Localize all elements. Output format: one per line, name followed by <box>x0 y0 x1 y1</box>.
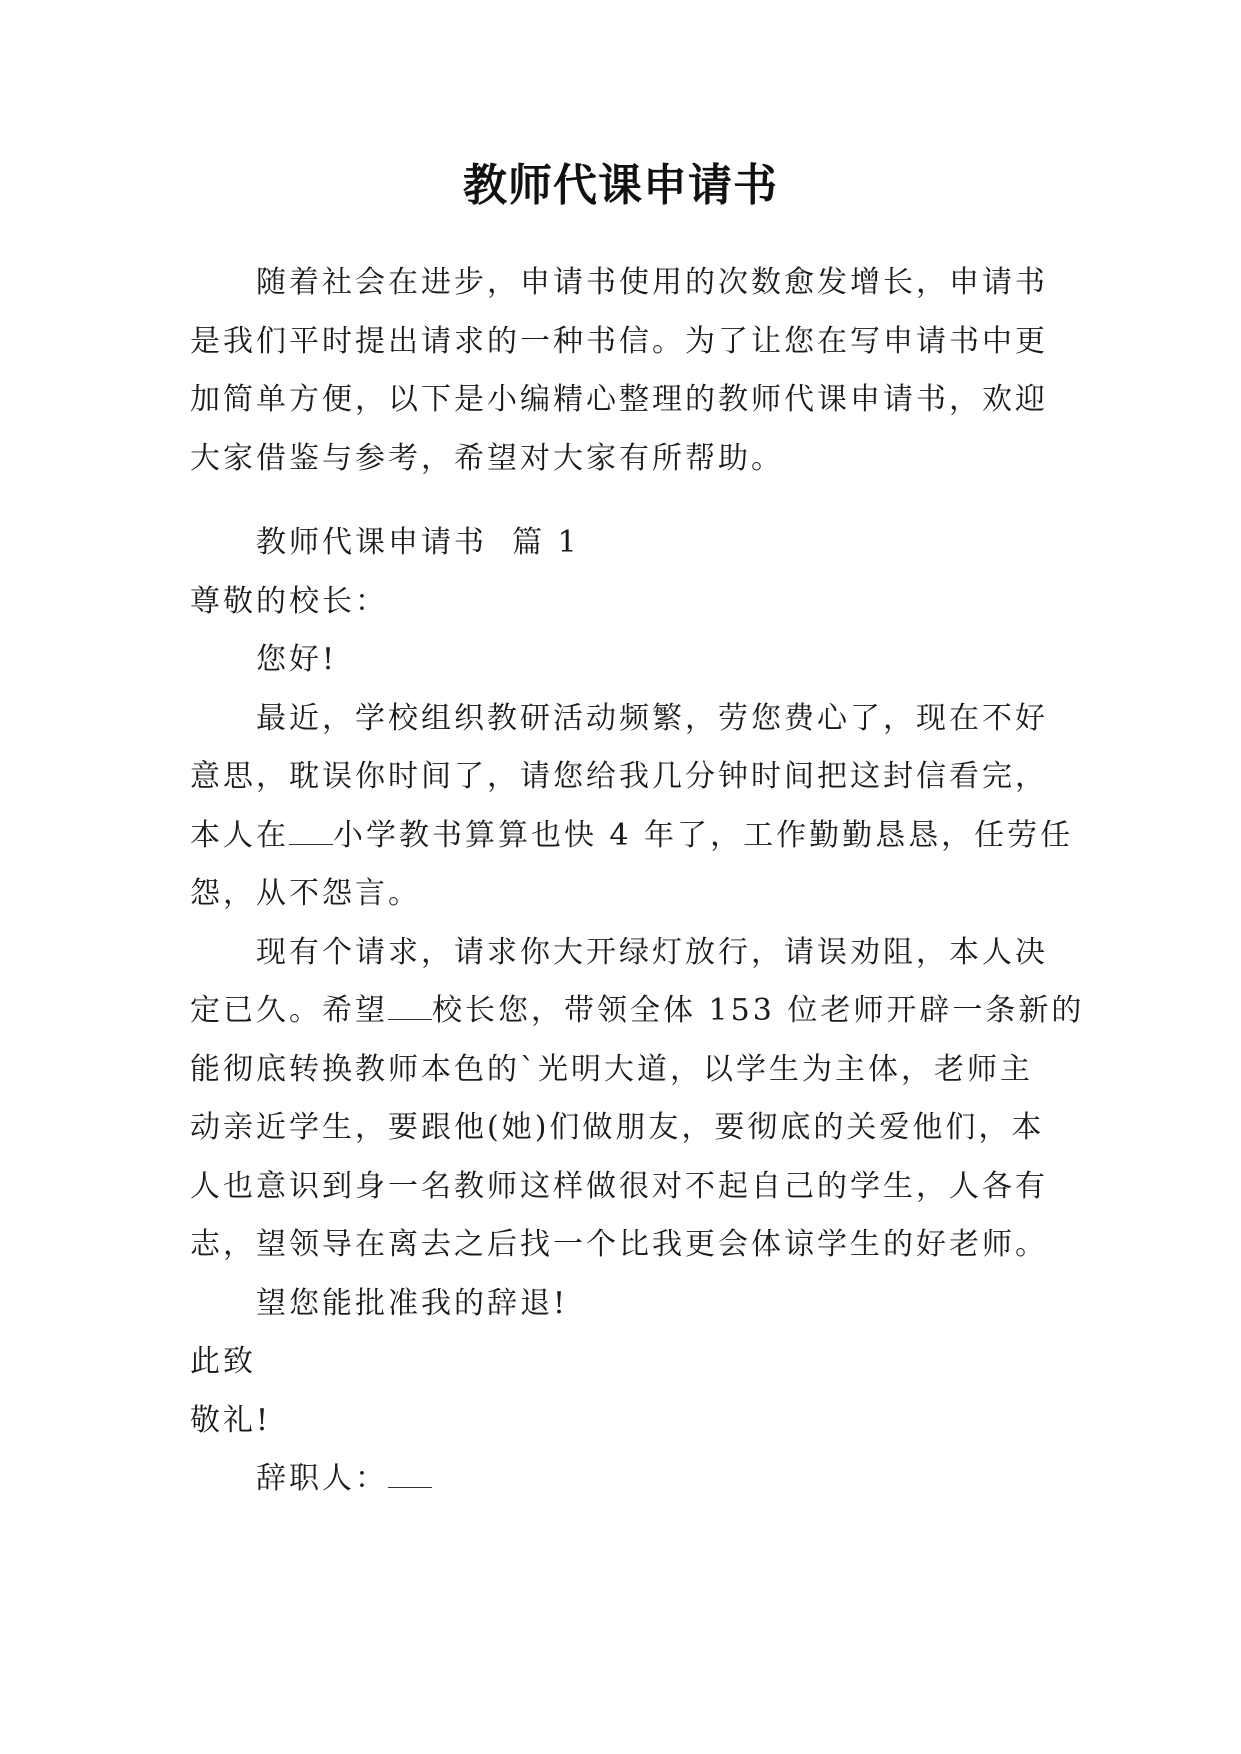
closing-line: 敬礼! <box>190 1402 272 1438</box>
document-title: 教师代课申请书 <box>463 160 778 211</box>
intro-line: 随着社会在进步，申请书使用的次数愈发增长，申请书 <box>256 265 1048 300</box>
paragraph-line <box>190 807 1074 866</box>
paragraph-line: 现有个请求，请求你大开绿灯放行，请误劝阻，本人决 <box>256 934 1048 970</box>
fill-in-blank <box>388 993 432 1020</box>
intro-paragraph <box>190 254 1052 488</box>
signature-blank <box>388 1461 432 1488</box>
signature-label: 辞职人： <box>256 1461 388 1496</box>
paragraph-text: 小学教书算算也快 4 年了，工作勤勤恳恳，任劳任 <box>333 817 1074 853</box>
paragraph-line: 怨，从不怨言。 <box>190 876 421 911</box>
intro-line: 加简单方便，以下是小编精心整理的教师代课申请书，欢迎 <box>190 382 1048 417</box>
paragraph-line: 意思，耽误你时间了，请您给我几分钟时间把这封信看完， <box>190 759 1048 794</box>
paragraph-text: 校长您，带领全体 153 位老师开辟一条新的 <box>432 993 1085 1028</box>
greeting: 您好! <box>256 642 338 677</box>
paragraph-line <box>190 982 1085 1041</box>
request-line: 望您能批准我的辞退! <box>256 1285 569 1321</box>
paragraph-line: 志，望领导在离去之后找一个比我更会体谅学生的好老师。 <box>190 1227 1048 1262</box>
letter-body <box>190 514 1085 1509</box>
signature-line <box>190 1450 1052 1509</box>
closing-line: 此致 <box>190 1344 256 1379</box>
section-heading: 教师代课申请书 篇 1 <box>256 525 580 560</box>
paragraph-text: 本人在 <box>190 817 289 853</box>
intro-line: 是我们平时提出请求的一种书信。为了让您在写申请书中更 <box>190 323 1048 359</box>
paragraph-line: 能彻底转换教师本色的`光明大道，以学生为主体，老师主 <box>190 1051 1033 1087</box>
paragraph-text: 定已久。希望 <box>190 993 388 1028</box>
intro-line: 大家借鉴与参考，希望对大家有所帮助。 <box>190 440 784 476</box>
fill-in-blank <box>289 818 333 845</box>
salutation: 尊敬的校长： <box>190 583 388 619</box>
paragraph-line: 动亲近学生，要跟他(她)们做朋友，要彻底的关爱他们，本 <box>190 1110 1045 1145</box>
paragraph-line: 最近，学校组织教研活动频繁，劳您费心了，现在不好 <box>256 700 1048 736</box>
paragraph-line: 人也意识到身一名教师这样做很对不起自己的学生，人各有 <box>190 1168 1048 1204</box>
